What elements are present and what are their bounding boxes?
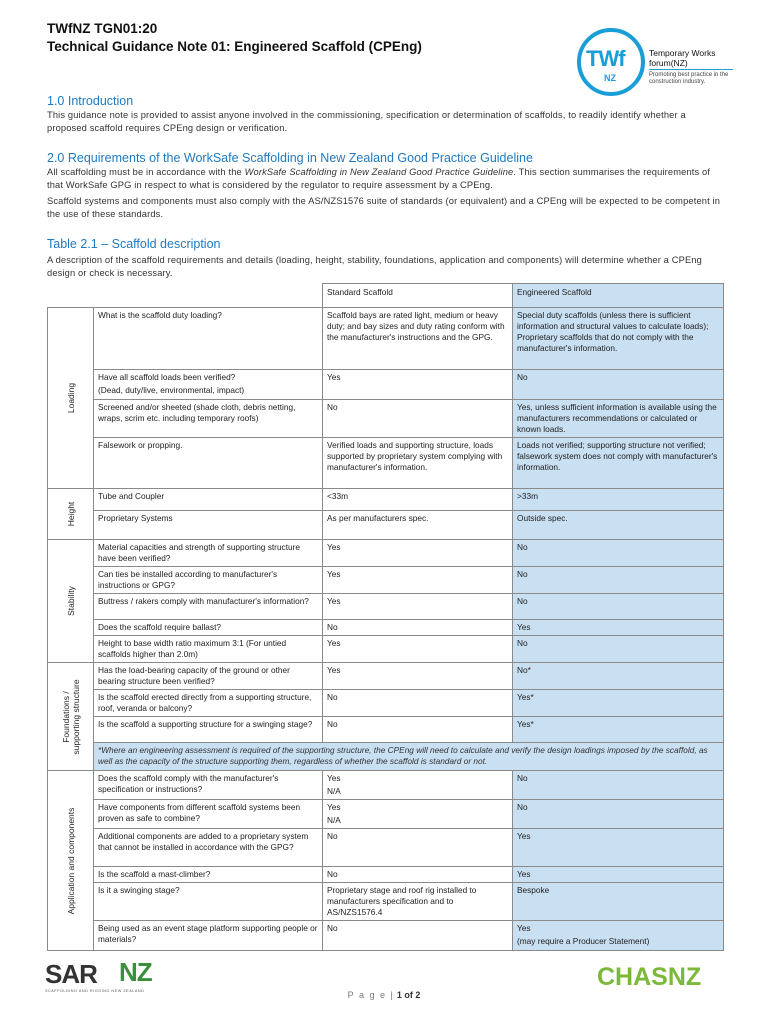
document-code: TWfNZ TGN01:20 [47, 21, 158, 36]
page-value: 1 of 2 [394, 990, 421, 1000]
engineered-cell: Yes [513, 620, 724, 636]
standard-cell: No [323, 829, 513, 867]
category-foundations [48, 663, 94, 771]
question-cell: Buttress / rakers comply with manufacturer's information? [94, 594, 323, 620]
standard-subvalue: N/A [327, 815, 341, 825]
twf-logo-nz: NZ [604, 73, 616, 83]
table-row [48, 594, 724, 620]
standard-cell: No [323, 400, 513, 438]
scaffold-description-table [47, 283, 724, 951]
standard-value: Yes [327, 802, 341, 812]
question-subtext: (Dead, duty/live, environmental, impact) [98, 385, 245, 395]
engineered-cell: Yes* [513, 717, 724, 743]
page-label: P a g e | [347, 990, 395, 1000]
standard-cell: No [323, 620, 513, 636]
section-2-paragraph-2: Scaffold systems and components must also comply with the AS/NZS1576 suite of standards (or equivalent) and a CPEng will be expected to be competent in the use of these standards. [47, 196, 721, 219]
column-header-engineered: Engineered Scaffold [513, 284, 724, 308]
question-cell: Does the scaffold comply with the manufacturer's specification or instructions? [94, 771, 323, 800]
standard-cell: No [323, 690, 513, 717]
category-loading [48, 308, 94, 489]
sarnz-logo-nz: NZ [119, 957, 152, 987]
standard-cell: Scaffold bays are rated light, medium or heavy duty; and bay sizes and duty rating conform with the manufacturer's instructions and the GPG. [323, 308, 513, 370]
table-row [48, 867, 724, 883]
engineered-cell: No [513, 540, 724, 567]
column-header-standard: Standard Scaffold [323, 284, 513, 308]
engineered-cell: No [513, 594, 724, 620]
table-row [48, 921, 724, 951]
standard-cell: As per manufacturers spec. [323, 511, 513, 540]
table-row [48, 489, 724, 511]
question-cell: Is the scaffold a mast-climber? [94, 867, 323, 883]
twf-logo-mark: TWf [586, 46, 625, 71]
standard-cell: Yes [323, 663, 513, 690]
engineered-cell [513, 921, 724, 951]
table-row [48, 438, 724, 489]
sarnz-logo-sar: SAR [45, 959, 97, 989]
question-cell: Tube and Coupler [94, 489, 323, 511]
question-cell: Screened and/or sheeted (shade cloth, debris netting, wraps, scrim etc. including temporary roofs) [94, 400, 323, 438]
table-row [48, 690, 724, 717]
table-header-row [48, 284, 724, 308]
question-cell: What is the scaffold duty loading? [94, 308, 323, 370]
table-header-blank [94, 284, 323, 308]
twf-logo-name: Temporary Works forum(NZ) [649, 48, 716, 68]
foundations-footnote: *Where an engineering assessment is required of the supporting structure, the CPEng will need to calculate and verify the design loadings imposed by the scaffold, as well as the capacity of the structure supporting them, regardless of whether the scaffold is standard or not. [94, 743, 724, 771]
engineered-cell: Outside spec. [513, 511, 724, 540]
table-intro-paragraph: A description of the scaffold requirements and details (loading, height, stability, foundations, application and components) will determine whether a CPEng design or check is necessary. [47, 255, 702, 278]
question-cell: Being used as an event stage platform supporting people or materials? [94, 921, 323, 951]
engineered-cell: No [513, 800, 724, 829]
standard-cell: Yes [323, 370, 513, 400]
engineered-cell: Yes* [513, 690, 724, 717]
table-row [48, 829, 724, 867]
table-row [48, 636, 724, 663]
question-cell: Proprietary Systems [94, 511, 323, 540]
table-row [48, 308, 724, 370]
table-row [48, 620, 724, 636]
engineered-cell: No* [513, 663, 724, 690]
question-cell: Additional components are added to a proprietary system that cannot be installed in accordance with the GPG? [94, 829, 323, 867]
standard-cell [323, 800, 513, 829]
standard-cell: Yes [323, 594, 513, 620]
engineered-cell: Yes [513, 867, 724, 883]
twf-logo-divider [649, 69, 733, 70]
category-label: Height [65, 501, 76, 527]
table-row [48, 400, 724, 438]
standard-cell: <33m [323, 489, 513, 511]
question-cell: Have components from different scaffold systems been proven as safe to combine? [94, 800, 323, 829]
section-2-paragraph-1-end: . This section summarises the requirements of that WorkSafe GPG in respect to what is considered by the regulator to require assessment by a CPEng. [47, 167, 711, 190]
standard-cell: Yes [323, 636, 513, 663]
question-cell: Can ties be installed according to manufacturer's instructions or GPG? [94, 567, 323, 594]
table-row [48, 771, 724, 800]
question-text: Have all scaffold loads been verified? [98, 372, 236, 382]
engineered-value: Yes [517, 923, 531, 933]
standard-cell: No [323, 867, 513, 883]
table-row [48, 743, 724, 771]
category-label [61, 679, 81, 754]
question-cell: Has the load-bearing capacity of the ground or other bearing structure been verified? [94, 663, 323, 690]
twf-logo-tagline: Promoting best practice in the construction industry. [649, 72, 729, 85]
table-row [48, 511, 724, 540]
page-footer [0, 955, 768, 1015]
category-label-line: supporting structure [70, 678, 81, 755]
table-row [48, 540, 724, 567]
engineered-cell: Yes, unless sufficient information is available using the manufacturers recommendations or calculated or known loads. [513, 400, 724, 438]
question-cell: Is the scaffold erected directly from a supporting structure, roof, veranda or balcony? [94, 690, 323, 717]
standard-cell: Verified loads and supporting structure, loads supported by proprietary system complying with manufacturer's information. [323, 438, 513, 489]
engineered-cell: No [513, 771, 724, 800]
table-row [48, 567, 724, 594]
category-label-line: Foundations / [60, 690, 71, 743]
section-2-heading: 2.0 Requirements of the WorkSafe Scaffolding in New Zealand Good Practice Guideline [47, 151, 533, 165]
question-cell [94, 370, 323, 400]
section-1-heading: 1.0 Introduction [47, 94, 134, 108]
engineered-cell: No [513, 636, 724, 663]
question-cell: Is the scaffold a supporting structure for a swinging stage? [94, 717, 323, 743]
document-title: Technical Guidance Note 01: Engineered Scaffold (CPEng) [47, 39, 422, 54]
table-heading: Table 2.1 – Scaffold description [47, 237, 221, 251]
category-application [48, 771, 94, 951]
section-1-paragraph: This guidance note is provided to assist anyone involved in the commissioning, specification or determination of scaffolds, to readily identify whether a proposed scaffold requires CPEng design or verification. [47, 110, 686, 133]
question-cell: Does the scaffold require ballast? [94, 620, 323, 636]
table-row [48, 717, 724, 743]
engineered-cell: No [513, 370, 724, 400]
standard-subvalue: N/A [327, 786, 341, 796]
table-row [48, 800, 724, 829]
standard-cell [323, 771, 513, 800]
engineered-cell: Yes [513, 829, 724, 867]
category-stability [48, 540, 94, 663]
question-cell: Height to base width ratio maximum 3:1 (For untied scaffolds higher than 2.0m) [94, 636, 323, 663]
standard-value: Yes [327, 773, 341, 783]
section-2-guideline-title: WorkSafe Scaffolding in New Zealand Good Practice Guideline [244, 167, 514, 177]
question-cell: Material capacities and strength of supporting structure have been verified? [94, 540, 323, 567]
engineered-cell: >33m [513, 489, 724, 511]
chasnz-logo: CHASNZ [597, 963, 702, 991]
document-header [47, 20, 422, 56]
question-cell: Falsework or propping. [94, 438, 323, 489]
table-row [48, 663, 724, 690]
twf-logo [577, 28, 737, 100]
engineered-cell: Special duty scaffolds (unless there is sufficient information and structural values to calculate loads); Proprietary scaffolds that do not comply with the manufacturer's information. [513, 308, 724, 370]
engineered-subvalue: (may require a Producer Statement) [517, 936, 650, 946]
engineered-cell: Loads not verified; supporting structure not verified; falsework system does not comply with manufacturer's information. [513, 438, 724, 489]
engineered-cell: Bespoke [513, 883, 724, 921]
category-label: Stability [65, 586, 76, 616]
table-row [48, 883, 724, 921]
section-2-paragraph-1-start: All scaffolding must be in accordance with the [47, 167, 245, 177]
standard-cell: Yes [323, 567, 513, 594]
standard-cell: Proprietary stage and roof rig installed to manufacturers specification and to AS/NZS1576.4 [323, 883, 513, 921]
table-header-blank [48, 284, 94, 308]
engineered-cell: No [513, 567, 724, 594]
section-2-paragraph-1 [47, 166, 727, 191]
standard-cell: No [323, 717, 513, 743]
category-height [48, 489, 94, 540]
standard-cell: No [323, 921, 513, 951]
standard-cell: Yes [323, 540, 513, 567]
category-label: Application and components [65, 807, 76, 914]
table-row [48, 370, 724, 400]
question-cell: Is it a swinging stage? [94, 883, 323, 921]
category-label: Loading [65, 382, 76, 414]
sarnz-logo-tagline: SCAFFOLDING AND RIGGING NEW ZEALAND [45, 989, 145, 993]
